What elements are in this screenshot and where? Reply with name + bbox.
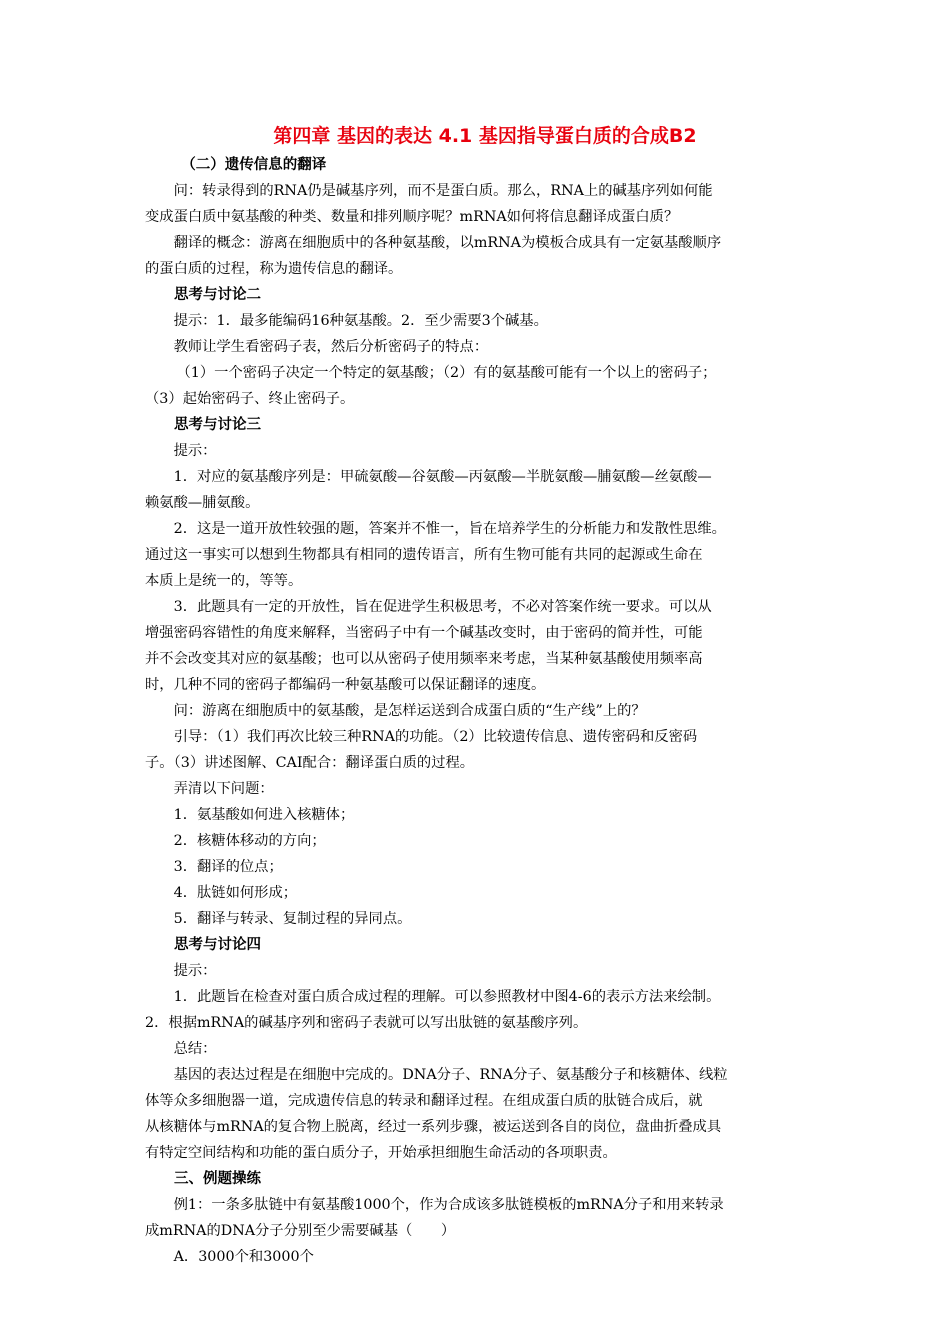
list-item: 4．肽链如何形成； [173, 885, 298, 901]
list-item: 5．翻译与转录、复制过程的异同点。 [173, 911, 412, 927]
document-body [145, 122, 813, 1270]
discussion-4-heading: 思考与讨论四 [174, 937, 261, 953]
discussion-2-teacher: 教师让学生看密码子表，然后分析密码子的特点： [173, 339, 489, 355]
discussion-3-item-3: 3．此题具有一定的开放性，旨在促进学生积极思考，不必对答案作统一要求。可以从 增强密码容错性的角度来解释，当密码子中有一个碱基改变时，由于密码的简并性，可能 并不会改变其对应的氨基酸；也可以从密码子使用频率来考虑，当某种氨基酸使用频率高 时，几种不同的密码子都编码一种氨基酸可以保证翻译的速度。 [145, 599, 712, 693]
option-a: A．3000个和3000个 [173, 1249, 314, 1265]
document-title: 第四章 基因的表达 4.1 基因指导蛋白质的合成B2 [273, 125, 697, 147]
summary-body: 基因的表达过程是在细胞中完成的。DNA分子、RNA分子、氨基酸分子和核糖体、线粒 体等众多细胞器一道，完成遗传信息的转录和翻译过程。在组成蛋白质的肽链合成后，就 从核糖体与mRNA的复合物上脱离，经过一系列步骤，被运送到各自的岗位，盘曲折叠成具 有特定空间结构和功能的蛋白质分子，开始承担细胞生命活动的各项职责。 [145, 1067, 728, 1161]
section-heading-translation: （二）遗传信息的翻译 [181, 157, 327, 173]
discussion-2-heading: 思考与讨论二 [174, 287, 261, 303]
discussion-3-heading: 思考与讨论三 [174, 417, 261, 433]
list-item: 2．核糖体移动的方向； [173, 833, 326, 849]
discussion-3-item-2: 2．这是一道开放性较强的题，答案并不惟一，旨在培养学生的分析能力和发散性思维。 通过这一事实可以想到生物都具有相同的遗传语言，所有生物可能有共同的起源或生命在 本质上是统一的，等等。 [145, 521, 726, 589]
clarify-intro: 弄清以下问题： [173, 781, 274, 797]
exercises-heading: 三、例题操练 [174, 1171, 261, 1187]
discussion-4-body: 1．此题旨在检查对蛋白质合成过程的理解。可以参照教材中图4-6的表示方法来绘制。 2．根据mRNA的碱基序列和密码子表就可以写出肽链的氨基酸序列。 [145, 989, 721, 1031]
question-paragraph-1: 问：转录得到的RNA仍是碱基序列，而不是蛋白质。那么，RNA上的碱基序列如何能 变成蛋白质中氨基酸的种类、数量和排列顺序呢？mRNA如何将信息翻译成蛋白质？ [145, 183, 713, 225]
list-item: 1．氨基酸如何进入核糖体； [173, 807, 355, 823]
concept-paragraph: 翻译的概念：游离在细胞质中的各种氨基酸，以mRNA为模板合成具有一定氨基酸顺序 的蛋白质的过程，称为遗传信息的翻译。 [145, 235, 722, 277]
list-item: 3．翻译的位点； [173, 859, 283, 875]
discussion-3-item-1: 1．对应的氨基酸序列是：甲硫氨酸—谷氨酸—丙氨酸—半胱氨酸—脯氨酸—丝氨酸— 赖氨酸—脯氨酸。 [145, 469, 712, 511]
discussion-4-hint: 提示： [173, 963, 217, 979]
guide-paragraph: 引导：（1）我们再次比较三种RNA的功能。（2）比较遗传信息、遗传密码和反密码 子。（3）讲述图解、CAI配合：翻译蛋白质的过程。 [145, 729, 698, 771]
example-1: 例1：一条多肽链中有氨基酸1000个，作为合成该多肽链模板的mRNA分子和用来转录 成mRNA的DNA分子分别至少需要碱基（ ） [145, 1197, 724, 1239]
discussion-3-hint: 提示： [173, 443, 217, 459]
discussion-2-hint: 提示：1．最多能编码16种氨基酸。2．至少需要3个碱基。 [173, 313, 548, 329]
codon-features: （1）一个密码子决定一个特定的氨基酸；（2）有的氨基酸可能有一个以上的密码子； （3）起始密码子、终止密码子。 [145, 365, 717, 407]
summary-label: 总结： [173, 1041, 217, 1057]
question-paragraph-2: 问：游离在细胞质中的氨基酸，是怎样运送到合成蛋白质的“生产线”上的？ [173, 703, 646, 719]
